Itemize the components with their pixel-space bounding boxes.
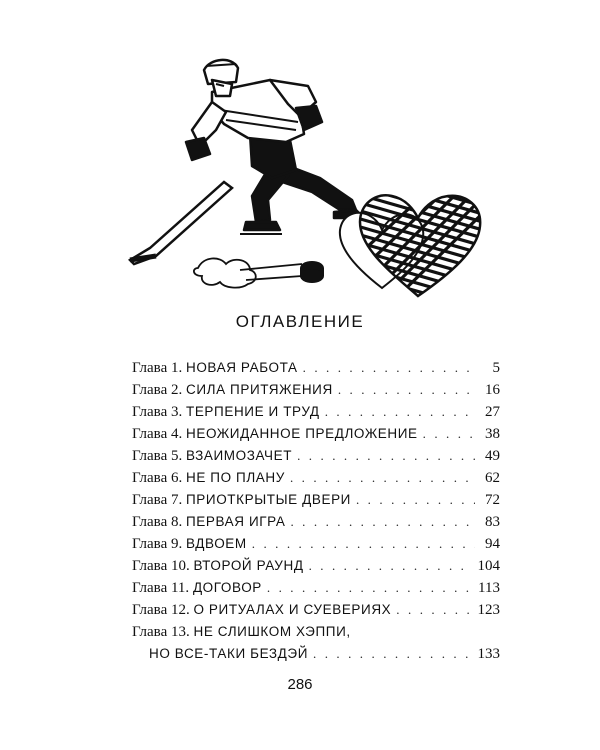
dot-leader — [303, 357, 475, 379]
hockey-stick-icon — [130, 182, 232, 264]
dot-leader — [325, 401, 475, 423]
chapter-number: Глава 5. — [132, 448, 183, 464]
page-ref: 49 — [485, 448, 500, 464]
toc-entry — [132, 555, 500, 577]
chapter-number: Глава 8. — [132, 514, 183, 530]
chapter-title: ДОГОВОР — [192, 580, 262, 595]
chapter-number: Глава 10. — [132, 558, 190, 574]
page-number: 286 — [287, 676, 313, 693]
page-ref: 27 — [485, 404, 500, 420]
page-ref: 83 — [485, 514, 500, 530]
chapter-number: Глава 2. — [132, 382, 183, 398]
chapter-title: ТЕРПЕНИЕ И ТРУД — [185, 404, 320, 419]
chapter-title: ВТОРОЙ РАУНД — [193, 558, 304, 573]
dot-leader — [423, 423, 475, 445]
chapter-number: Глава 12. — [132, 602, 190, 618]
chapter-number: Глава 3. — [132, 404, 183, 420]
toc-entry — [132, 577, 500, 599]
page-ref: 94 — [485, 536, 500, 552]
chapter-number: Глава 13. — [132, 624, 190, 640]
chapter-title: ВДВОЕМ — [185, 536, 247, 551]
chapter-number: Глава 6. — [132, 470, 183, 486]
hockey-player-icon — [186, 60, 364, 234]
dot-leader — [396, 599, 472, 621]
toc-entry — [132, 489, 500, 511]
dot-leader — [252, 533, 475, 555]
chapter-title: НЕ ПО ПЛАНУ — [185, 470, 285, 485]
chapter-number: Глава 9. — [132, 536, 183, 552]
dot-leader — [313, 643, 473, 665]
toc-entry — [132, 445, 500, 467]
dot-leader — [356, 489, 475, 511]
page-ref: 133 — [477, 646, 500, 662]
hockey-illustration — [120, 50, 500, 310]
chapter-title-continuation: НО ВСЕ-ТАКИ БЕЗДЭЙ — [149, 646, 308, 661]
page-ref: 104 — [477, 558, 500, 574]
toc-title: ОГЛАВЛЕНИЕ — [235, 312, 365, 331]
hockey-puck-icon — [300, 261, 324, 283]
chapter-number: Глава 11. — [132, 580, 190, 596]
toc-entry — [132, 401, 500, 423]
dot-leader — [267, 577, 473, 599]
toc-entry — [132, 357, 500, 379]
puck-motion-cloud — [194, 258, 302, 287]
toc-entry — [132, 599, 500, 621]
chapter-number: Глава 7. — [132, 492, 183, 508]
chapter-number: Глава 4. — [132, 426, 183, 442]
toc-entry — [132, 467, 500, 489]
chapter-title: ВЗАИМОЗАЧЕТ — [185, 448, 293, 463]
toc-entry — [132, 423, 500, 445]
page-ref: 62 — [485, 470, 500, 486]
toc-entry — [132, 379, 500, 401]
toc-entry-continuation — [132, 643, 500, 665]
dot-leader — [290, 511, 475, 533]
page-ref: 123 — [477, 602, 500, 618]
dot-leader — [309, 555, 473, 577]
chapter-title: НЕОЖИДАННОЕ ПРЕДЛОЖЕНИЕ — [185, 426, 418, 441]
dot-leader — [338, 379, 475, 401]
chapter-title: ПЕРВАЯ ИГРА — [185, 514, 286, 529]
chapter-title: ПРИОТКРЫТЫЕ ДВЕРИ — [185, 492, 351, 507]
page-ref: 16 — [485, 382, 500, 398]
chapter-title: О РИТУАЛАХ И СУЕВЕРИЯХ — [193, 602, 392, 617]
dot-leader — [290, 467, 475, 489]
page-ref: 5 — [492, 360, 500, 376]
toc-entry — [132, 533, 500, 555]
toc-entry — [132, 511, 500, 533]
toc-entry — [132, 621, 500, 643]
chapter-title: СИЛА ПРИТЯЖЕНИЯ — [185, 382, 333, 397]
page-ref: 72 — [485, 492, 500, 508]
chapter-title: НОВАЯ РАБОТА — [185, 360, 298, 375]
chapter-title: НЕ СЛИШКОМ ХЭППИ, — [193, 624, 351, 639]
page-ref: 38 — [485, 426, 500, 442]
page-ref: 113 — [478, 580, 500, 596]
chapter-number: Глава 1. — [132, 360, 183, 376]
dot-leader — [297, 445, 475, 467]
table-of-contents — [132, 357, 500, 665]
